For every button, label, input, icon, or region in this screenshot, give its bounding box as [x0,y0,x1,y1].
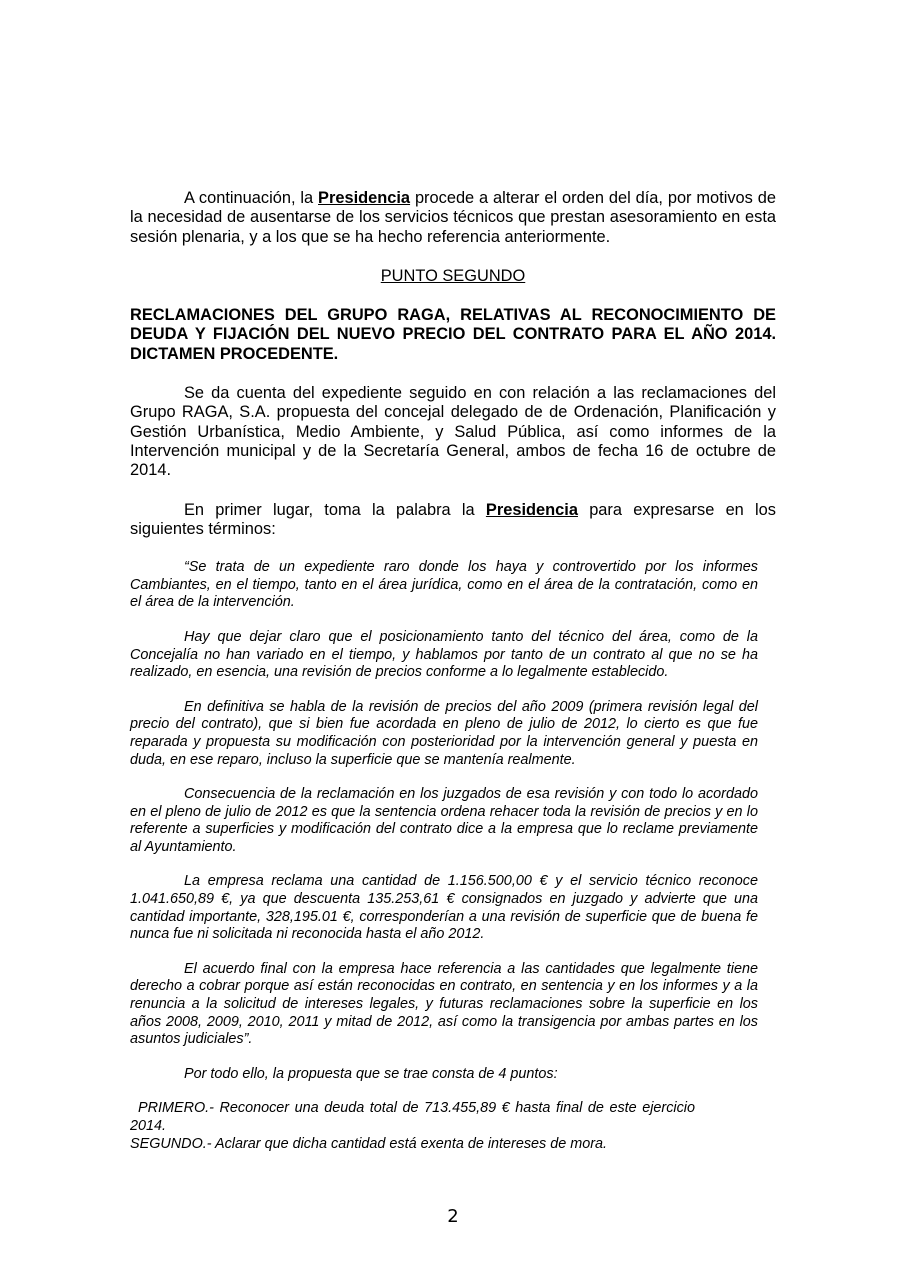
section-title [130,267,776,286]
cuenta-paragraph: Se da cuenta del expediente seguido en con relación a las reclamaciones del Grupo RAGA, S.A. propuesta del concejal delegado de de Ordenación, Planificación y Gestión Urbanística, Medio Ambiente, y Salud Pública, así como informes de la Intervención municipal y de la Secretaría General, ambos de fecha 16 de octubre de 2014. [130,384,776,480]
quote-paragraph-3: En definitiva se habla de la revisión de precios del año 2009 (primera revisión legal del precio del contrato), que si bien fue acordada en pleno de julio de 2012, lo cierto es que fue reparada y propuesta su modificación con posterioridad por la intervención general y puesta en duda, en ese reparo, incluso la superficie que se mantenía realmente. [130,698,758,768]
intro-text-start: A continuación, la [184,189,319,207]
punto-segundo-label: PUNTO SEGUNDO [380,266,526,285]
page-number: 2 [447,1206,459,1227]
agenda-item-heading: RECLAMACIONES DEL GRUPO RAGA, RELATIVAS AL RECONOCIMIENTO DE DEUDA Y FIJACIÓN DEL NUEVO PRECIO DEL CONTRATO PARA EL AÑO 2014. DICTAMEN PROCEDENTE. [130,306,776,363]
quote-paragraph-5: La empresa reclama una cantidad de 1.156.500,00 € y el servicio técnico reconoce 1.041.650,89 €, ya que descuenta 135.253,61 € consignados en juzgado y advierte que una cantidad importante, 328,195.01 €, corresponderían a una revisión de superficie que de buena fe nunca fue ni solicitada ni reconocida hasta el año 2012. [130,873,758,943]
quote-paragraph-1 [130,559,758,612]
open-quote-mark: “ [184,559,189,576]
page-content [130,189,776,1153]
quote-paragraph-6: El acuerdo final con la empresa hace referencia a las cantidades que legalmente tiene derecho a cobrar porque así están reconocidas en contrato, en sentencia y en los informes y a la renuncia a la solicitud de intereses legales, y futuras reclamaciones sobre la superficie en los años 2008, 2009, 2010, 2011 y mitad de 2012, así como la transigencia por ambas partes en los asuntos judiciales”. [130,960,758,1048]
list-item-primero: PRIMERO.- Reconocer una deuda total de 713.455,89 € hasta final de este ejercicio 2014. [130,1100,695,1134]
palabra-paragraph [130,501,776,540]
palabra-text-start: En primer lugar, toma la palabra la [184,500,486,519]
list-item-segundo: SEGUNDO.- Aclarar que dicha cantidad está exenta de intereses de mora. [130,1135,607,1152]
intro-text-end: procede a alterar el orden del día, por motivos de la necesidad de ausentarse de los servicios técnicos que prestan asesoramiento en esta sesión plenaria, y a los que se ha hecho referencia anteriormente. [130,189,776,246]
quote-text-1: Se trata de un expediente raro donde los haya y controvertido por los informes Cambiantes, en el tiempo, tanto en el área jurídica, como en el área de la contratación, como en el área de la intervención. [130,559,758,611]
quoted-speech [130,559,758,1153]
presidencia-label-2: Presidencia [485,500,578,519]
quote-paragraph-7: Por todo ello, la propuesta que se trae consta de 4 puntos: [184,1065,558,1082]
quote-paragraph-4: Consecuencia de la reclamación en los juzgados de esa revisión y con todo lo acordado en el pleno de julio de 2012 es que la sentencia ordena rehacer toda la revisión de precios y en lo referente a superficies y modificación del contrato dice a la empresa que lo reclame previamente al Ayuntamiento. [130,786,758,855]
presidencia-label: Presidencia [318,189,411,207]
quote-paragraph-2: Hay que dejar claro que el posicionamiento tanto del técnico del área, como de la Concejalía no han variado en el tiempo, y hablamos por tanto de un contrato al que no se ha realizado, en esencia, una revisión de precios conforme a lo legalmente establecido. [130,628,758,681]
intro-paragraph [130,189,776,247]
palabra-text-end: para expresarse en los siguientes términos: [130,500,776,538]
